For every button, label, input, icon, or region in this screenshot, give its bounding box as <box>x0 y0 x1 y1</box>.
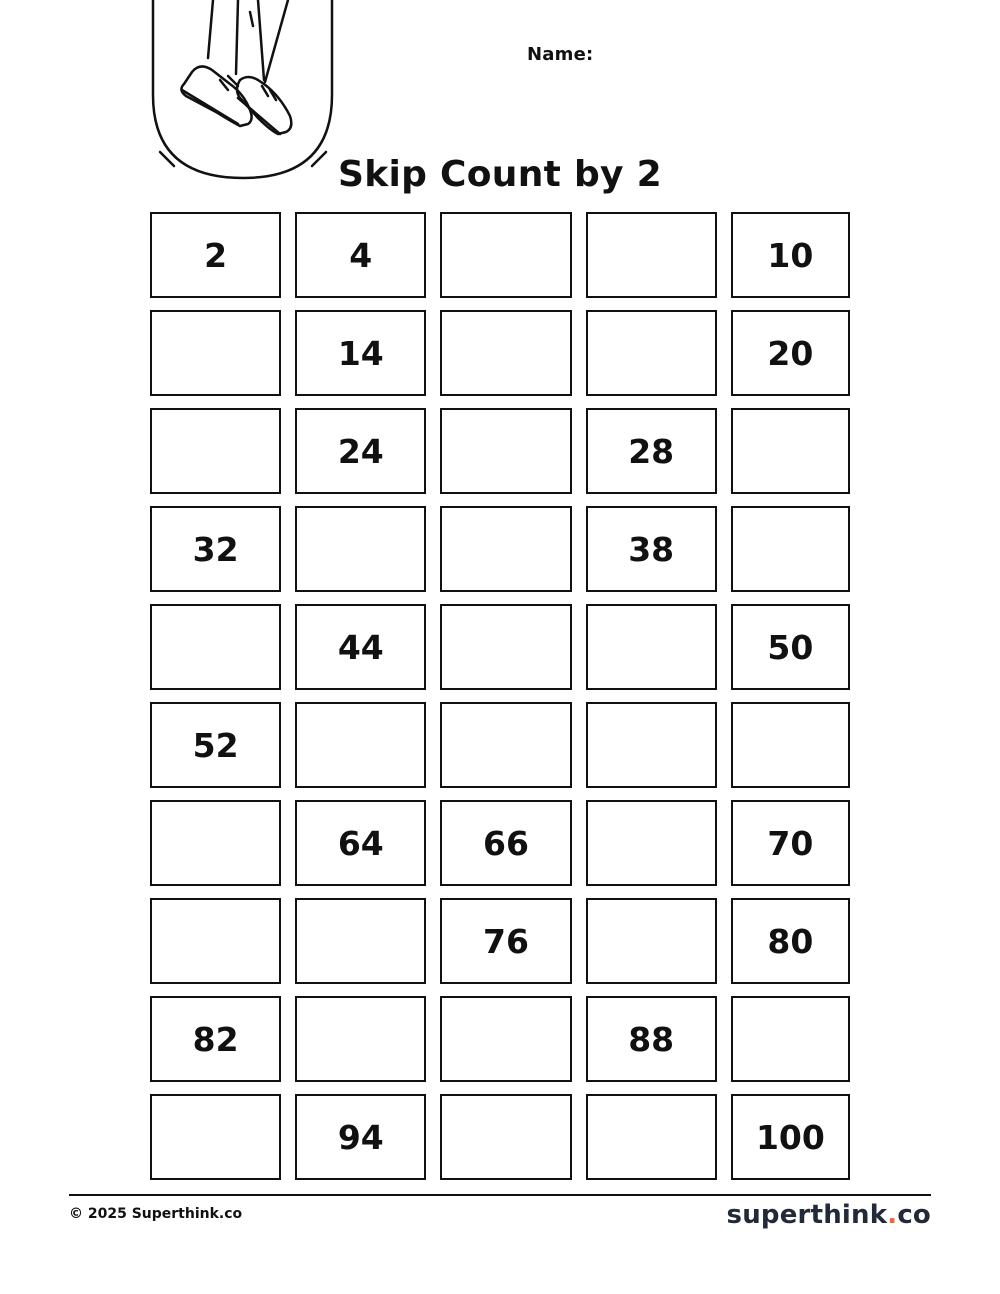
grid-cell[interactable] <box>586 800 717 886</box>
brand-dot: . <box>887 1200 898 1230</box>
grid-row <box>150 996 850 1082</box>
skip-count-grid <box>150 212 850 1192</box>
grid-cell[interactable] <box>440 702 571 788</box>
brand-logo[interactable] <box>727 1200 931 1230</box>
grid-cell[interactable] <box>440 310 571 396</box>
grid-cell[interactable]: 28 <box>586 408 717 494</box>
grid-cell[interactable] <box>731 996 850 1082</box>
grid-cell[interactable] <box>731 702 850 788</box>
grid-cell[interactable]: 82 <box>150 996 281 1082</box>
grid-cell[interactable] <box>440 408 571 494</box>
grid-cell[interactable]: 100 <box>731 1094 850 1180</box>
brand-name: superthink <box>726 1200 888 1230</box>
grid-cell[interactable]: 38 <box>586 506 717 592</box>
grid-cell[interactable] <box>150 408 281 494</box>
grid-row <box>150 408 850 494</box>
grid-row <box>150 702 850 788</box>
grid-cell[interactable] <box>440 996 571 1082</box>
grid-cell[interactable] <box>586 212 717 298</box>
grid-cell[interactable] <box>440 506 571 592</box>
grid-cell[interactable]: 44 <box>295 604 426 690</box>
grid-cell[interactable] <box>150 1094 281 1180</box>
grid-row <box>150 898 850 984</box>
grid-row <box>150 310 850 396</box>
grid-cell[interactable]: 20 <box>731 310 850 396</box>
grid-cell[interactable]: 66 <box>440 800 571 886</box>
grid-cell[interactable]: 50 <box>731 604 850 690</box>
grid-cell[interactable] <box>440 1094 571 1180</box>
name-label: Name: <box>527 44 594 65</box>
grid-cell[interactable] <box>150 604 281 690</box>
grid-cell[interactable]: 64 <box>295 800 426 886</box>
grid-cell[interactable] <box>295 702 426 788</box>
copyright-text: © 2025 Superthink.co <box>69 1206 243 1222</box>
grid-cell[interactable]: 52 <box>150 702 281 788</box>
grid-cell[interactable] <box>440 212 571 298</box>
grid-cell[interactable] <box>440 604 571 690</box>
grid-cell[interactable] <box>731 408 850 494</box>
grid-cell[interactable]: 10 <box>731 212 850 298</box>
grid-cell[interactable] <box>295 506 426 592</box>
grid-cell[interactable] <box>295 898 426 984</box>
footer-divider <box>69 1194 931 1196</box>
grid-cell[interactable]: 80 <box>731 898 850 984</box>
grid-row <box>150 800 850 886</box>
grid-row <box>150 1094 850 1180</box>
brand-suffix: co <box>897 1200 931 1230</box>
grid-cell[interactable] <box>731 506 850 592</box>
grid-row <box>150 212 850 298</box>
grid-row <box>150 604 850 690</box>
grid-cell[interactable] <box>586 1094 717 1180</box>
grid-cell[interactable] <box>586 604 717 690</box>
grid-cell[interactable] <box>150 310 281 396</box>
grid-cell[interactable] <box>295 996 426 1082</box>
grid-cell[interactable] <box>586 310 717 396</box>
worksheet-title: Skip Count by 2 <box>338 154 662 195</box>
grid-row <box>150 506 850 592</box>
grid-cell[interactable]: 76 <box>440 898 571 984</box>
grid-cell[interactable]: 88 <box>586 996 717 1082</box>
grid-cell[interactable] <box>586 898 717 984</box>
grid-cell[interactable]: 32 <box>150 506 281 592</box>
grid-cell[interactable]: 94 <box>295 1094 426 1180</box>
grid-cell[interactable] <box>150 898 281 984</box>
grid-cell[interactable]: 4 <box>295 212 426 298</box>
grid-cell[interactable]: 14 <box>295 310 426 396</box>
grid-cell[interactable]: 2 <box>150 212 281 298</box>
grid-cell[interactable]: 70 <box>731 800 850 886</box>
grid-cell[interactable] <box>150 800 281 886</box>
grid-cell[interactable]: 24 <box>295 408 426 494</box>
grid-cell[interactable] <box>586 702 717 788</box>
